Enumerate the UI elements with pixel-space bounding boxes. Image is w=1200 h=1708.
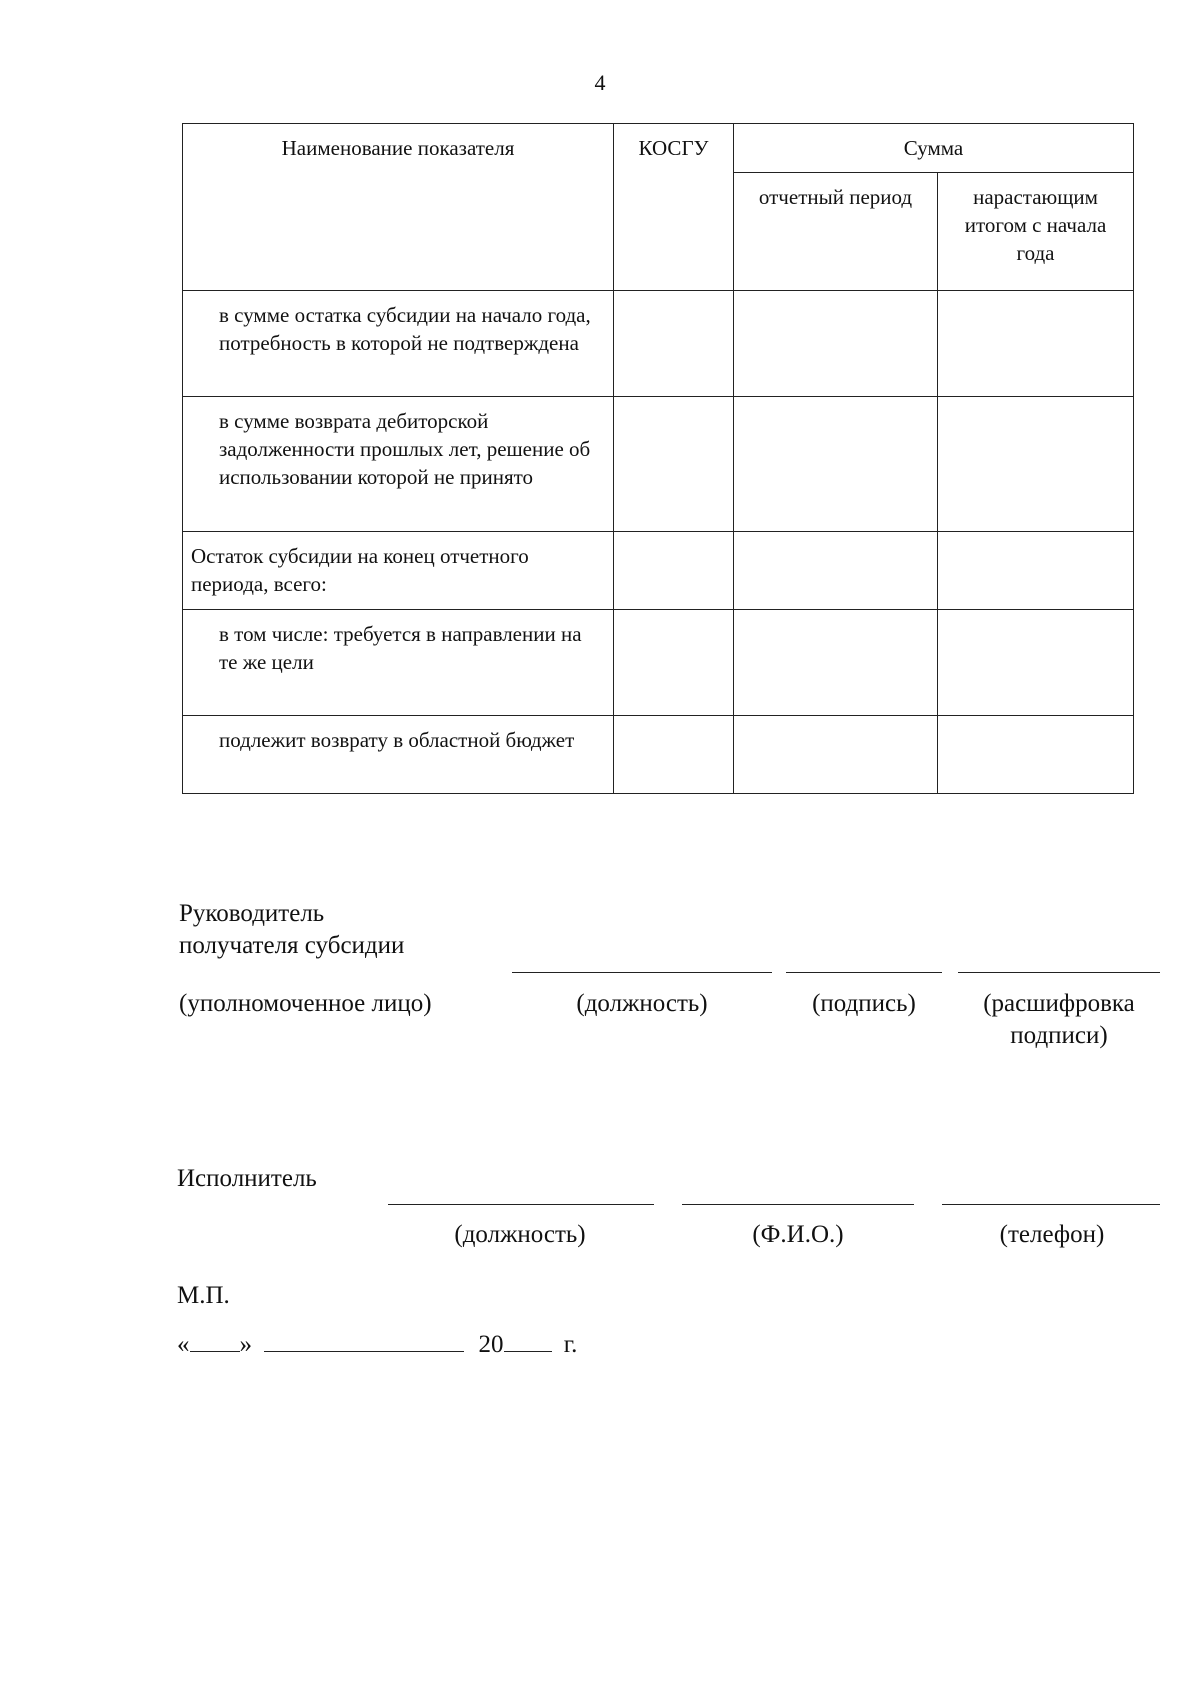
head-position-caption: (должность): [576, 990, 708, 1017]
row-label: в сумме остатка субсидии на начало года, потребность в которой не подтверждена: [183, 291, 614, 397]
row-kosgu-cell: [614, 610, 734, 716]
row-kosgu-cell: [614, 532, 734, 610]
date-year-suffix: г.: [563, 1331, 578, 1358]
date-close-quote: »: [239, 1331, 252, 1358]
row-cumulative-cell: [938, 610, 1134, 716]
head-decoding-line: [958, 972, 1160, 973]
head-position-line: [512, 972, 772, 973]
executor-phone-line: [942, 1204, 1160, 1205]
executor-phone-caption: (телефон): [999, 1221, 1105, 1248]
executor-position-line: [388, 1204, 654, 1205]
executor-name-line: [682, 1204, 914, 1205]
report-table: [182, 123, 1134, 794]
head-signature-line: [786, 972, 942, 973]
head-title-line3: (уполномоченное лицо): [179, 990, 432, 1017]
head-decoding-caption-line1: (расшифровка: [983, 990, 1135, 1017]
head-title-line2: получателя субсидии: [179, 932, 405, 959]
row-cumulative-cell: [938, 291, 1134, 397]
table-row: [183, 397, 1134, 532]
header-indicator-name: Наименование показателя: [183, 124, 614, 291]
date-day-blank: [190, 1327, 240, 1352]
head-title-line1: Руководитель: [179, 900, 325, 927]
row-cumulative-cell: [938, 397, 1134, 532]
head-decoding-caption-line2: подписи): [1010, 1022, 1108, 1049]
row-period-cell: [734, 532, 938, 610]
table-row: [183, 532, 1134, 610]
row-cumulative-cell: [938, 532, 1134, 610]
date-month-blank: [264, 1327, 464, 1352]
row-kosgu-cell: [614, 716, 734, 794]
row-kosgu-cell: [614, 397, 734, 532]
row-label: в сумме возврата дебиторской задолженности прошлых лет, решение об использовании которой не принято: [183, 397, 614, 532]
date-year-prefix: 20: [478, 1331, 504, 1358]
row-label: Остаток субсидии на конец отчетного периода, всего:: [183, 532, 614, 610]
executor-title: Исполнитель: [177, 1165, 317, 1192]
row-kosgu-cell: [614, 291, 734, 397]
table-row: [183, 291, 1134, 397]
row-cumulative-cell: [938, 716, 1134, 794]
page-number: 4: [594, 70, 606, 95]
header-cumulative: нарастающим итогом с начала года: [938, 173, 1134, 291]
table-row: [183, 716, 1134, 794]
table-row: [183, 610, 1134, 716]
header-reporting-period: отчетный период: [734, 173, 938, 291]
row-period-cell: [734, 610, 938, 716]
head-signature-caption: (подпись): [812, 990, 916, 1017]
executor-name-caption: (Ф.И.О.): [752, 1221, 844, 1248]
row-label: в том числе: требуется в направлении на те же цели: [183, 610, 614, 716]
date-line: [177, 1327, 577, 1361]
row-period-cell: [734, 716, 938, 794]
header-row: [183, 124, 1134, 173]
date-open-quote: «: [177, 1331, 190, 1358]
header-sum: Сумма: [734, 124, 1134, 173]
row-period-cell: [734, 397, 938, 532]
stamp-label: М.П.: [177, 1282, 230, 1309]
date-year-blank: [504, 1327, 552, 1352]
executor-position-caption: (должность): [454, 1221, 586, 1248]
row-label: подлежит возврату в областной бюджет: [183, 716, 614, 794]
header-kosgu: КОСГУ: [614, 124, 734, 291]
row-period-cell: [734, 291, 938, 397]
